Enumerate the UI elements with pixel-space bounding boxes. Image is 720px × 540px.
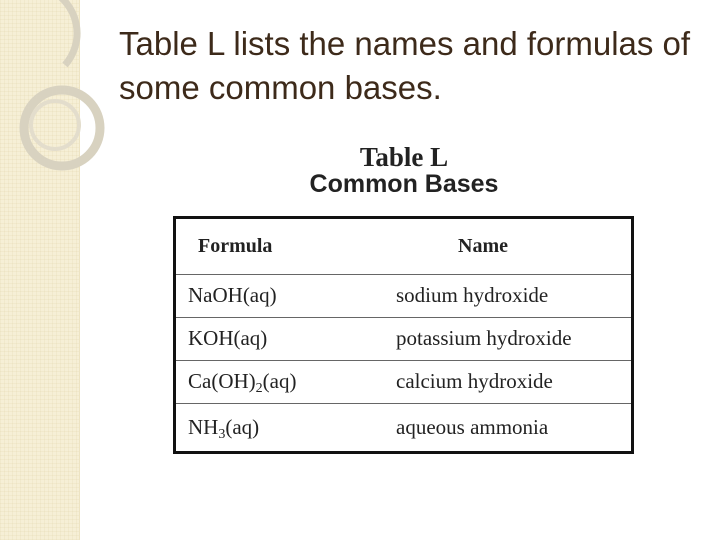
formula-cell: [188, 369, 296, 394]
table-caption: Table L: [359, 142, 449, 172]
name-cell: aqueous ammonia: [396, 414, 549, 439]
table-subtitle: Common Bases: [309, 170, 499, 198]
table-heading: [176, 140, 632, 198]
decorative-ring-arc-top: [50, 0, 77, 65]
formula-base: NH: [188, 414, 219, 439]
formula-cell: [188, 283, 277, 308]
formula-base: NaOH(aq): [188, 283, 277, 307]
formula-tail: (aq): [262, 369, 297, 393]
table-header-row: [176, 219, 631, 275]
formula-cell: [188, 326, 267, 351]
name-cell: calcium hydroxide: [396, 369, 553, 393]
table-row: [176, 274, 631, 318]
formula-tail: (aq): [225, 414, 260, 439]
formula-base: KOH(aq): [188, 326, 268, 350]
name-cell: potassium hydroxide: [396, 326, 572, 350]
formula-subscript: 3: [218, 426, 226, 442]
table-row: [176, 360, 631, 404]
name-cell: sodium hydroxide: [396, 283, 549, 307]
formula-base: Ca(OH): [188, 369, 256, 393]
bases-table: [173, 216, 634, 454]
header-name: Name: [458, 235, 508, 257]
header-formula: Formula: [198, 235, 273, 257]
decorative-ring-small: [31, 101, 79, 149]
table-row: [176, 317, 631, 361]
formula-cell: [188, 415, 259, 440]
formula-subscript: 2: [255, 381, 263, 396]
table-row: [176, 403, 631, 451]
slide-title: Table L lists the names and formulas of some common bases.: [119, 25, 691, 106]
